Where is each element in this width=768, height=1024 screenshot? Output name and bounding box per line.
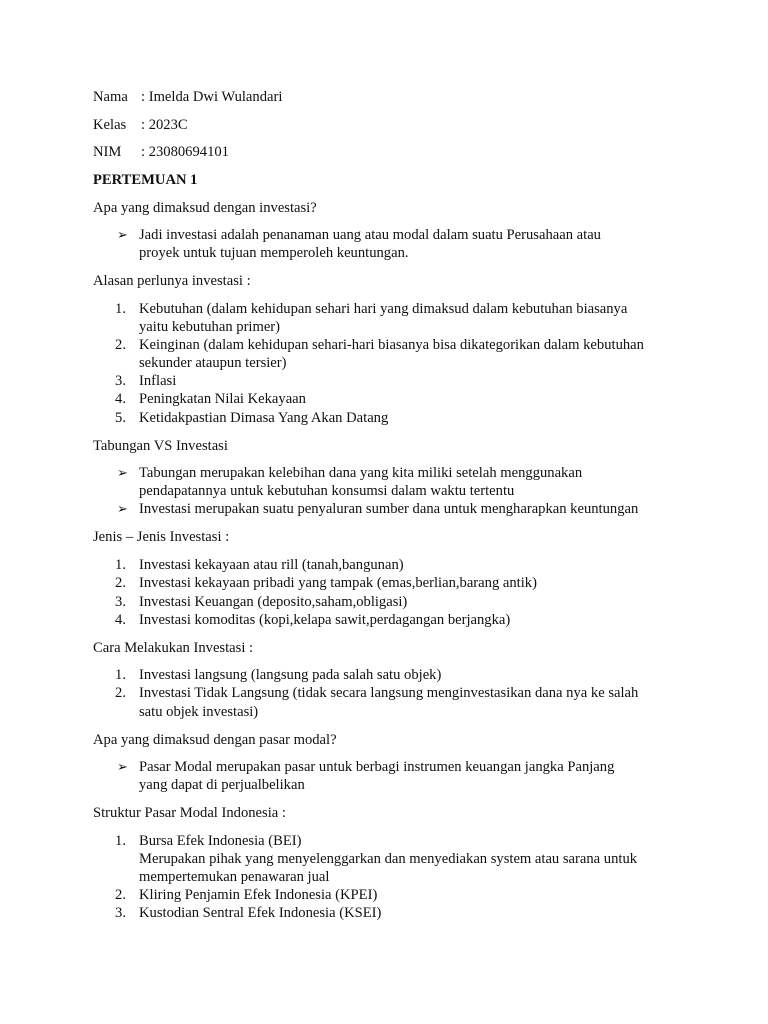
arrow-bullet-icon: ➢ [117, 465, 128, 480]
nim-label: NIM [93, 144, 122, 160]
page-title: PERTEMUAN 1 [93, 172, 198, 188]
list-item: Investasi Tidak Langsung (tidak secara langsung menginvestasikan dana nya ke salah [139, 685, 639, 701]
bullet-text: Jadi investasi adalah penanaman uang atau modal dalam suatu Perusahaan atau [139, 227, 601, 243]
list-number: 5. [115, 410, 126, 426]
class-label: Kelas [93, 117, 127, 133]
list-item: Investasi kekayaan pribadi yang tampak (emas,berlian,barang antik) [139, 575, 537, 591]
list-number: 3. [115, 905, 126, 921]
list-item: satu objek investasi) [139, 704, 259, 720]
list-number: 3. [115, 373, 126, 389]
bullet-text: pendapatannya untuk kebutuhan konsumsi dalam waktu tertentu [139, 483, 515, 499]
section-heading: Apa yang dimaksud dengan pasar modal? [93, 732, 337, 748]
section-heading: Cara Melakukan Investasi : [93, 640, 254, 656]
list-item: Kebutuhan (dalam kehidupan sehari hari yang dimaksud dalam kebutuhan biasanya [139, 301, 628, 317]
list-item: Kustodian Sentral Efek Indonesia (KSEI) [139, 905, 382, 921]
section-heading: Apa yang dimaksud dengan investasi? [93, 200, 317, 216]
arrow-bullet-icon: ➢ [117, 227, 128, 242]
list-item: Investasi komoditas (kopi,kelapa sawit,perdagangan berjangka) [139, 612, 511, 628]
section-heading: Jenis – Jenis Investasi : [93, 529, 230, 545]
list-number: 1. [115, 833, 126, 849]
list-item: Kliring Penjamin Efek Indonesia (KPEI) [139, 887, 378, 903]
list-item: Keinginan (dalam kehidupan sehari-hari biasanya bisa dikategorikan dalam kebutuhan [139, 337, 644, 353]
section-heading: Struktur Pasar Modal Indonesia : [93, 805, 286, 821]
list-item-description: Merupakan pihak yang menyelenggarkan dan menyediakan system atau sarana untuk [139, 851, 638, 867]
list-number: 1. [115, 301, 126, 317]
section-heading: Tabungan VS Investasi [93, 438, 228, 454]
list-item: yaitu kebutuhan primer) [139, 319, 281, 335]
bullet-text: Pasar Modal merupakan pasar untuk berbagi instrumen keuangan jangka Panjang [139, 759, 615, 775]
nim-value: : 23080694101 [141, 144, 229, 160]
list-number: 3. [115, 594, 126, 610]
list-number: 2. [115, 685, 126, 701]
list-item: Ketidakpastian Dimasa Yang Akan Datang [139, 410, 389, 426]
list-item: Inflasi [139, 373, 177, 389]
class-value: : 2023C [141, 117, 188, 133]
arrow-bullet-icon: ➢ [117, 759, 128, 774]
list-number: 4. [115, 391, 126, 407]
bullet-text: Tabungan merupakan kelebihan dana yang kita miliki setelah menggunakan [139, 465, 583, 481]
list-item: Investasi kekayaan atau rill (tanah,bangunan) [139, 557, 404, 573]
arrow-bullet-icon: ➢ [117, 501, 128, 516]
name-label: Nama [93, 89, 128, 105]
bullet-text: Investasi merupakan suatu penyaluran sumber dana untuk mengharapkan keuntungan [139, 501, 639, 517]
list-item-description: mempertemukan penawaran jual [139, 869, 330, 885]
list-item: Investasi langsung (langsung pada salah satu objek) [139, 667, 442, 683]
list-number: 2. [115, 887, 126, 903]
list-number: 1. [115, 557, 126, 573]
list-number: 1. [115, 667, 126, 683]
bullet-text: yang dapat di perjualbelikan [139, 777, 305, 793]
list-number: 4. [115, 612, 126, 628]
list-item: Bursa Efek Indonesia (BEI) [139, 833, 302, 849]
list-item: Investasi Keuangan (deposito,saham,obligasi) [139, 594, 408, 610]
name-value: : Imelda Dwi Wulandari [141, 89, 283, 105]
bullet-text: proyek untuk tujuan memperoleh keuntungan. [139, 245, 409, 261]
list-number: 2. [115, 337, 126, 353]
list-number: 2. [115, 575, 126, 591]
list-item: Peningkatan Nilai Kekayaan [139, 391, 306, 407]
section-heading: Alasan perlunya investasi : [93, 273, 251, 289]
list-item: sekunder ataupun tersier) [139, 355, 287, 371]
